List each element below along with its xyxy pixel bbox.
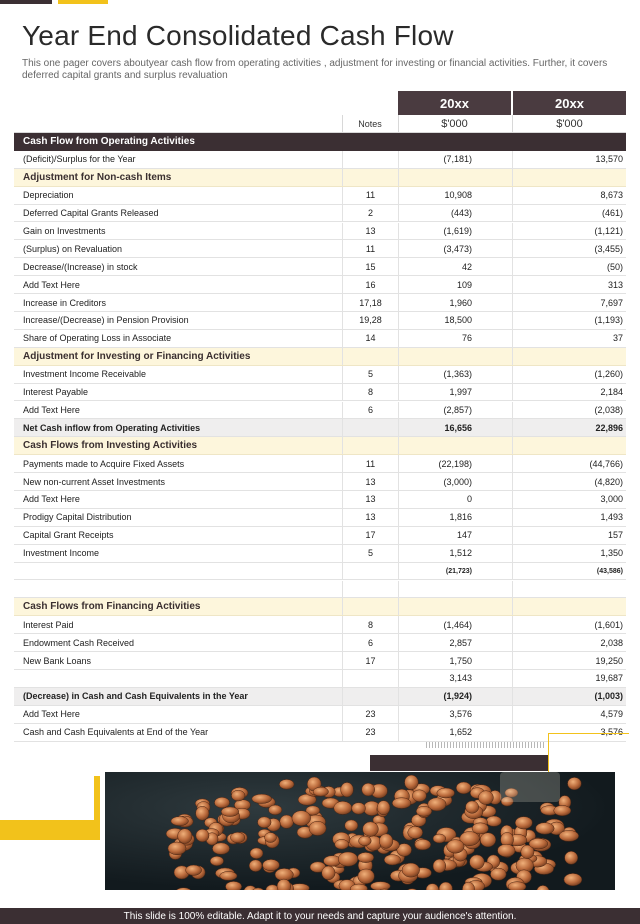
row-label: Share of Operating Loss in Associate bbox=[23, 333, 172, 344]
table-row bbox=[14, 258, 626, 276]
table-row bbox=[14, 724, 626, 742]
coin bbox=[362, 783, 375, 796]
row-label: Investment Income Receivable bbox=[23, 369, 147, 380]
table-row bbox=[14, 366, 626, 384]
coin bbox=[292, 811, 311, 826]
table-row bbox=[14, 384, 626, 402]
row-value-year2: (43,586) bbox=[596, 567, 623, 575]
row-value-year2: 7,697 bbox=[600, 297, 623, 308]
table-row bbox=[14, 670, 626, 688]
decorative-frame bbox=[548, 733, 629, 772]
coin bbox=[359, 836, 372, 846]
row-label: (Deficit)/Surplus for the Year bbox=[23, 154, 136, 165]
coin bbox=[171, 817, 189, 826]
table-row bbox=[14, 634, 626, 652]
row-value-year2: 22,896 bbox=[595, 422, 623, 433]
row-note: 2 bbox=[367, 208, 373, 219]
row-note: 11 bbox=[365, 458, 376, 469]
row-note: 13 bbox=[365, 476, 376, 487]
coin bbox=[379, 834, 393, 849]
row-label: Increase in Creditors bbox=[23, 297, 107, 308]
row-label: Gain on Investments bbox=[23, 225, 106, 236]
row-value-year2: 313 bbox=[607, 279, 623, 290]
row-value-year1: 76 bbox=[461, 333, 472, 344]
row-value-year2: 3,000 bbox=[600, 494, 623, 505]
coin bbox=[447, 840, 465, 854]
page-title: Year End Consolidated Cash Flow bbox=[22, 20, 454, 51]
row-label: Investment Income bbox=[23, 548, 100, 559]
coin bbox=[486, 816, 501, 826]
row-note: 17 bbox=[365, 655, 376, 666]
row-label: Add Text Here bbox=[23, 279, 80, 290]
coin bbox=[212, 843, 229, 855]
row-value-year1: (2,857) bbox=[443, 404, 472, 415]
row-value-year1: 1,997 bbox=[449, 387, 472, 398]
row-note: 16 bbox=[365, 279, 376, 290]
coin bbox=[196, 806, 209, 820]
coin bbox=[377, 801, 390, 815]
row-note: 8 bbox=[367, 619, 373, 630]
coin bbox=[269, 805, 282, 815]
row-value-year1: (1,619) bbox=[443, 225, 472, 236]
row-value-year2: 1,493 bbox=[600, 512, 623, 523]
row-value-year1: 1,512 bbox=[449, 548, 472, 559]
row-value-year1: (22,198) bbox=[438, 458, 472, 469]
row-value-year1: (3,000) bbox=[443, 476, 472, 487]
row-note: 13 bbox=[365, 494, 376, 505]
coin bbox=[231, 790, 245, 801]
row-label: Decrease/(Increase) in stock bbox=[23, 261, 138, 272]
row-label: Cash Flows from Financing Activities bbox=[23, 601, 201, 613]
coin bbox=[470, 855, 485, 869]
row-value-year2: 8,673 bbox=[600, 190, 623, 201]
row-value-year2: (3,455) bbox=[594, 243, 623, 254]
row-value-year2: 37 bbox=[612, 333, 623, 344]
coin bbox=[536, 823, 555, 835]
row-value-year1: 1,750 bbox=[449, 655, 472, 666]
row-value-year2: (1,003) bbox=[594, 691, 623, 702]
section-header-row bbox=[14, 348, 626, 366]
coin bbox=[309, 821, 326, 835]
coin bbox=[439, 882, 452, 890]
row-value-year2: 19,687 bbox=[595, 673, 623, 684]
header-divider bbox=[398, 115, 399, 132]
row-value-year2: 157 bbox=[607, 530, 623, 541]
coin bbox=[363, 822, 379, 837]
coin bbox=[252, 794, 272, 803]
row-note: 11 bbox=[365, 243, 376, 254]
coin bbox=[408, 826, 423, 838]
coin bbox=[221, 807, 239, 817]
row-value-year1: 0 bbox=[466, 494, 472, 505]
coin bbox=[384, 855, 400, 865]
coin bbox=[466, 801, 479, 813]
coin bbox=[480, 833, 496, 847]
table-row bbox=[14, 688, 626, 706]
row-label: Add Text Here bbox=[23, 709, 80, 720]
table-row bbox=[14, 455, 626, 473]
row-label: New Bank Loans bbox=[23, 655, 92, 666]
row-value-year1: 109 bbox=[456, 279, 472, 290]
row-note: 17 bbox=[365, 530, 376, 541]
coin bbox=[358, 852, 374, 862]
coin bbox=[565, 851, 578, 864]
coin bbox=[426, 884, 439, 890]
coin bbox=[176, 888, 192, 890]
row-label: Deferred Capital Grants Released bbox=[23, 208, 159, 219]
table-row bbox=[14, 151, 626, 169]
row-value-year1: 2,857 bbox=[449, 637, 472, 648]
row-note: 6 bbox=[367, 637, 373, 648]
decorative-gold-block bbox=[0, 820, 100, 840]
row-label: (Surplus) on Revaluation bbox=[23, 243, 123, 254]
coin bbox=[371, 882, 391, 890]
row-label: Prodigy Capital Distribution bbox=[23, 512, 132, 523]
row-note: 5 bbox=[367, 548, 373, 559]
section-header-row bbox=[14, 437, 626, 455]
coin bbox=[358, 869, 375, 884]
row-note: 6 bbox=[367, 404, 373, 415]
row-value-year1: 10,908 bbox=[444, 190, 472, 201]
row-note: 8 bbox=[367, 387, 373, 398]
coin bbox=[508, 882, 526, 890]
coin bbox=[404, 889, 419, 890]
row-value-year1: 1,960 bbox=[449, 297, 472, 308]
coin bbox=[341, 782, 354, 797]
coin bbox=[280, 815, 294, 828]
coin bbox=[178, 829, 192, 844]
coin bbox=[214, 797, 229, 808]
coin bbox=[554, 805, 571, 815]
coin bbox=[338, 852, 358, 866]
coin bbox=[230, 832, 244, 842]
row-value-year2: 3,576 bbox=[600, 727, 623, 738]
unit-header-2: $'000 bbox=[556, 117, 583, 130]
coin bbox=[345, 820, 358, 831]
row-value-year2: (4,820) bbox=[594, 476, 623, 487]
row-value-year1: 1,816 bbox=[449, 512, 472, 523]
row-label: Endowment Cash Received bbox=[23, 637, 135, 648]
row-label: Interest Paid bbox=[23, 619, 74, 630]
row-note: 15 bbox=[365, 261, 376, 272]
row-label: Capital Grant Receipts bbox=[23, 530, 114, 541]
coin bbox=[437, 788, 455, 798]
coin bbox=[220, 871, 237, 880]
decorative-bar bbox=[370, 755, 548, 771]
row-value-year1: (1,924) bbox=[443, 691, 472, 702]
coin bbox=[168, 842, 186, 855]
year-header-2: 20xx bbox=[513, 91, 626, 115]
row-value-year2: (2,038) bbox=[594, 404, 623, 415]
row-value-year2: 4,579 bbox=[600, 709, 623, 720]
row-label: Add Text Here bbox=[23, 404, 80, 415]
table-row bbox=[14, 402, 626, 420]
row-value-year2: 19,250 bbox=[595, 655, 623, 666]
coin bbox=[186, 865, 202, 875]
table-row bbox=[14, 509, 626, 527]
row-value-year1: (1,363) bbox=[443, 369, 472, 380]
row-label: Adjustment for Investing or Financing Activities bbox=[23, 350, 251, 362]
row-value-year1: 3,576 bbox=[449, 709, 472, 720]
row-value-year2: 13,570 bbox=[595, 154, 623, 165]
coin bbox=[279, 779, 294, 789]
row-note: 19,28 bbox=[359, 315, 382, 326]
unit-header-1: $'000 bbox=[441, 117, 468, 130]
table-row bbox=[14, 473, 626, 491]
row-value-year1: 3,143 bbox=[449, 673, 472, 684]
coin bbox=[258, 817, 272, 828]
row-label: Increase/(Decrease) in Pension Provision bbox=[23, 315, 189, 326]
coin bbox=[277, 879, 291, 890]
row-value-year2: 2,184 bbox=[600, 387, 623, 398]
coin bbox=[559, 830, 579, 841]
table-row bbox=[14, 545, 626, 563]
coin bbox=[405, 775, 419, 790]
row-value-year1: 42 bbox=[461, 261, 472, 272]
coin bbox=[249, 860, 262, 872]
row-value-year1: 16,656 bbox=[444, 422, 472, 433]
coin bbox=[263, 859, 280, 870]
coin bbox=[498, 844, 516, 857]
notes-header: Notes bbox=[358, 118, 382, 129]
table-row bbox=[14, 419, 626, 437]
coin bbox=[564, 873, 582, 885]
coin bbox=[433, 859, 446, 873]
table-row bbox=[14, 223, 626, 241]
row-label: (Decrease) in Cash and Cash Equivalents in the Year bbox=[23, 691, 248, 702]
table-row bbox=[14, 491, 626, 509]
table-row bbox=[14, 706, 626, 724]
coin bbox=[478, 791, 493, 805]
row-value-year1: (443) bbox=[450, 208, 472, 219]
table-row bbox=[14, 312, 626, 330]
row-label: Depreciation bbox=[23, 190, 74, 201]
coin bbox=[529, 838, 548, 849]
row-note: 11 bbox=[365, 190, 376, 201]
row-value-year1: (7,181) bbox=[443, 154, 472, 165]
coin bbox=[210, 856, 223, 865]
row-value-year2: (1,193) bbox=[594, 315, 623, 326]
table-row bbox=[14, 652, 626, 670]
header-divider bbox=[342, 115, 343, 132]
coin bbox=[196, 829, 209, 842]
row-label: Cash Flow from Operating Activities bbox=[23, 136, 195, 148]
row-label: Payments made to Acquire Fixed Assets bbox=[23, 458, 185, 469]
coins-illustration bbox=[105, 772, 615, 890]
row-value-year2: (461) bbox=[601, 208, 623, 219]
section-header-row bbox=[14, 169, 626, 187]
coin bbox=[352, 803, 366, 815]
coin bbox=[226, 881, 242, 890]
top-accent-dark bbox=[0, 0, 52, 4]
row-label: Cash Flows from Investing Activities bbox=[23, 440, 198, 452]
row-note: 13 bbox=[365, 225, 376, 236]
coin bbox=[456, 782, 471, 794]
row-value-year2: 1,350 bbox=[600, 548, 623, 559]
coin bbox=[250, 848, 263, 859]
row-label: Add Text Here bbox=[23, 494, 80, 505]
coin bbox=[415, 839, 431, 850]
decorative-hatch bbox=[426, 742, 546, 748]
row-value-year2: (50) bbox=[606, 261, 623, 272]
top-accent-gold bbox=[58, 0, 108, 4]
table-row bbox=[14, 581, 626, 599]
row-value-year1: (1,464) bbox=[443, 619, 472, 630]
table-row bbox=[14, 294, 626, 312]
row-note: 14 bbox=[365, 333, 376, 344]
row-label: Adjustment for Non-cash Items bbox=[23, 171, 172, 183]
row-value-year1: (3,473) bbox=[443, 243, 472, 254]
coin bbox=[392, 798, 411, 809]
table-row bbox=[14, 563, 626, 581]
table-row bbox=[14, 205, 626, 223]
row-label: Net Cash inflow from Operating Activities bbox=[23, 422, 201, 433]
row-value-year2: (1,260) bbox=[594, 369, 623, 380]
section-header-row bbox=[14, 598, 626, 616]
table-row bbox=[14, 240, 626, 258]
row-label: New non-current Asset Investments bbox=[23, 476, 166, 487]
header-divider bbox=[512, 115, 513, 132]
row-value-year1: 18,500 bbox=[444, 315, 472, 326]
footer-banner: This slide is 100% editable. Adapt it to your needs and capture your audience's attention. bbox=[0, 908, 640, 924]
coin bbox=[433, 834, 446, 843]
coin bbox=[515, 817, 532, 829]
year-header-1: 20xx bbox=[398, 91, 511, 115]
coin bbox=[472, 823, 488, 834]
coins-photo bbox=[105, 772, 615, 890]
coin bbox=[313, 787, 328, 796]
row-label: Cash and Cash Equivalents at End of the Year bbox=[23, 727, 209, 738]
table-row bbox=[14, 330, 626, 348]
row-value-year2: (1,121) bbox=[594, 225, 623, 236]
row-value-year1: 1,652 bbox=[449, 727, 472, 738]
table-row bbox=[14, 616, 626, 634]
row-note: 23 bbox=[365, 727, 376, 738]
coin bbox=[402, 863, 420, 877]
table-row bbox=[14, 187, 626, 205]
page-subtitle: This one pager covers aboutyear cash flow from operating activities , adjustment for investing or financial activities. Further, it covers deferred capital grants and surplus revaluation bbox=[22, 58, 608, 81]
coin bbox=[334, 801, 352, 814]
coin bbox=[416, 806, 432, 816]
table-row bbox=[14, 276, 626, 294]
coin bbox=[335, 839, 349, 849]
row-note: 13 bbox=[365, 512, 376, 523]
table-row bbox=[14, 527, 626, 545]
row-label: Interest Payable bbox=[23, 387, 89, 398]
row-value-year1: (21,723) bbox=[445, 567, 472, 575]
coin bbox=[322, 866, 335, 880]
row-value-year2: (1,601) bbox=[594, 619, 623, 630]
row-value-year2: 2,038 bbox=[600, 637, 623, 648]
coin bbox=[490, 868, 506, 880]
row-note: 5 bbox=[367, 369, 373, 380]
row-note: 23 bbox=[365, 709, 376, 720]
coin bbox=[568, 777, 582, 789]
section-header-row bbox=[14, 133, 626, 151]
row-value-year2: (44,766) bbox=[589, 458, 623, 469]
row-value-year1: 147 bbox=[456, 530, 472, 541]
coin bbox=[412, 790, 426, 802]
coin bbox=[265, 833, 277, 843]
coin bbox=[537, 885, 550, 890]
row-note: 17,18 bbox=[359, 297, 382, 308]
